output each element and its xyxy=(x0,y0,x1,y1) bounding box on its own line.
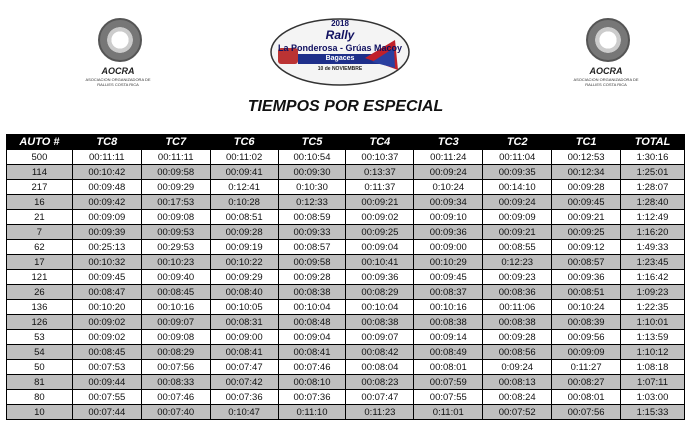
stage-time-cell: 00:09:02 xyxy=(72,330,141,345)
stage-time-cell: 00:07:53 xyxy=(72,360,141,375)
stage-time-cell: 00:08:45 xyxy=(141,285,210,300)
stage-time-cell: 00:09:19 xyxy=(210,240,278,255)
stage-time-cell: 00:09:21 xyxy=(552,210,621,225)
total-time-cell: 1:12:49 xyxy=(621,210,685,225)
car-number-cell: 62 xyxy=(7,240,73,255)
stage-time-cell: 00:07:56 xyxy=(552,405,621,420)
stage-time-cell: 00:08:36 xyxy=(483,285,552,300)
stage-time-cell: 00:09:45 xyxy=(552,195,621,210)
stage-time-cell: 00:09:00 xyxy=(210,330,278,345)
stage-time-cell: 00:07:55 xyxy=(414,390,483,405)
stage-time-cell: 0:12:33 xyxy=(278,195,346,210)
stage-time-cell: 00:09:28 xyxy=(210,225,278,240)
stage-time-cell: 00:08:33 xyxy=(141,375,210,390)
total-time-cell: 1:08:18 xyxy=(621,360,685,375)
rally-badge-logo xyxy=(270,18,410,86)
stage-time-cell: 00:09:07 xyxy=(141,315,210,330)
total-time-cell: 1:23:45 xyxy=(621,255,685,270)
column-header: TC8 xyxy=(72,135,141,150)
stage-time-cell: 00:09:14 xyxy=(414,330,483,345)
table-row xyxy=(7,270,685,285)
stage-time-cell: 00:09:44 xyxy=(72,375,141,390)
stage-time-cell: 00:08:42 xyxy=(346,345,414,360)
stage-time-cell: 00:09:36 xyxy=(552,270,621,285)
table-row xyxy=(7,360,685,375)
stage-time-cell: 00:10:05 xyxy=(210,300,278,315)
total-time-cell: 1:28:40 xyxy=(621,195,685,210)
stage-time-cell: 00:09:58 xyxy=(141,165,210,180)
stage-time-cell: 00:09:21 xyxy=(483,225,552,240)
car-number-cell: 17 xyxy=(7,255,73,270)
column-header: TC6 xyxy=(210,135,278,150)
stage-time-cell: 00:08:55 xyxy=(483,240,552,255)
column-header: TC2 xyxy=(483,135,552,150)
stage-time-cell: 00:08:13 xyxy=(483,375,552,390)
aocra-emblem-icon xyxy=(98,18,142,62)
total-time-cell: 1:13:59 xyxy=(621,330,685,345)
car-number-cell: 50 xyxy=(7,360,73,375)
stage-time-cell: 00:08:01 xyxy=(414,360,483,375)
table-row xyxy=(7,180,685,195)
stage-time-cell: 00:08:10 xyxy=(278,375,346,390)
aocra-brand: AOCRA xyxy=(101,66,135,76)
stage-time-cell: 0:12:23 xyxy=(483,255,552,270)
stage-time-cell: 00:07:36 xyxy=(278,390,346,405)
table-row xyxy=(7,390,685,405)
total-time-cell: 1:16:20 xyxy=(621,225,685,240)
stage-time-cell: 00:10:22 xyxy=(210,255,278,270)
total-time-cell: 1:25:01 xyxy=(621,165,685,180)
rally-subtitle: La Ponderosa - Grúas Macoy xyxy=(277,43,403,53)
stage-time-cell: 00:11:11 xyxy=(141,150,210,165)
aocra-logo-left xyxy=(78,14,158,94)
rally-date: 10 de NOVIEMBRE xyxy=(317,66,363,72)
stage-time-cell: 0:11:27 xyxy=(552,360,621,375)
stage-time-cell: 00:09:48 xyxy=(72,180,141,195)
stage-time-cell: 00:09:00 xyxy=(414,240,483,255)
total-time-cell: 1:09:23 xyxy=(621,285,685,300)
aocra-logo-right xyxy=(566,14,646,94)
stage-time-cell: 00:09:29 xyxy=(141,180,210,195)
stage-time-cell: 00:08:29 xyxy=(346,285,414,300)
stage-time-cell: 00:08:04 xyxy=(346,360,414,375)
car-number-cell: 21 xyxy=(7,210,73,225)
total-time-cell: 1:10:12 xyxy=(621,345,685,360)
rally-name: Rally xyxy=(325,28,355,42)
car-number-cell: 7 xyxy=(7,225,73,240)
stage-time-cell: 00:07:42 xyxy=(210,375,278,390)
stage-time-cell: 00:08:51 xyxy=(210,210,278,225)
table-row xyxy=(7,240,685,255)
column-header: TC3 xyxy=(414,135,483,150)
car-number-cell: 121 xyxy=(7,270,73,285)
table-row xyxy=(7,375,685,390)
stage-time-cell: 0:11:37 xyxy=(346,180,414,195)
car-number-cell: 136 xyxy=(7,300,73,315)
column-header: AUTO # xyxy=(7,135,73,150)
stage-time-cell: 00:11:04 xyxy=(483,150,552,165)
total-time-cell: 1:07:11 xyxy=(621,375,685,390)
stage-time-cell: 00:08:49 xyxy=(414,345,483,360)
stage-time-cell: 00:09:58 xyxy=(278,255,346,270)
stage-time-cell: 0:09:24 xyxy=(483,360,552,375)
stage-time-cell: 00:09:08 xyxy=(141,210,210,225)
stage-time-cell: 00:07:47 xyxy=(346,390,414,405)
stage-time-cell: 00:09:36 xyxy=(414,225,483,240)
stage-time-cell: 00:09:24 xyxy=(414,165,483,180)
car-number-cell: 126 xyxy=(7,315,73,330)
stage-time-cell: 00:08:31 xyxy=(210,315,278,330)
total-time-cell: 1:10:01 xyxy=(621,315,685,330)
stage-time-cell: 00:09:25 xyxy=(346,225,414,240)
stage-time-cell: 00:07:52 xyxy=(483,405,552,420)
table-row xyxy=(7,255,685,270)
stage-time-cell: 00:09:33 xyxy=(278,225,346,240)
stage-time-cell: 00:09:34 xyxy=(414,195,483,210)
stage-time-cell: 00:09:09 xyxy=(483,210,552,225)
stage-time-cell: 00:09:28 xyxy=(552,180,621,195)
stage-time-cell: 00:10:04 xyxy=(346,300,414,315)
total-time-cell: 1:30:16 xyxy=(621,150,685,165)
stage-time-cell: 00:09:08 xyxy=(141,330,210,345)
stage-time-cell: 00:08:01 xyxy=(552,390,621,405)
table-row xyxy=(7,225,685,240)
stage-time-cell: 00:10:41 xyxy=(346,255,414,270)
stage-time-cell: 00:09:25 xyxy=(552,225,621,240)
stage-time-cell: 00:10:16 xyxy=(141,300,210,315)
stage-time-cell: 00:09:21 xyxy=(346,195,414,210)
stage-time-cell: 0:10:24 xyxy=(414,180,483,195)
table-row xyxy=(7,150,685,165)
stage-time-cell: 00:09:45 xyxy=(414,270,483,285)
stage-time-cell: 00:11:06 xyxy=(483,300,552,315)
stage-time-cell: 00:10:20 xyxy=(72,300,141,315)
stage-time-cell: 00:10:23 xyxy=(141,255,210,270)
stage-time-cell: 00:08:47 xyxy=(72,285,141,300)
stage-time-cell: 00:09:39 xyxy=(72,225,141,240)
stage-time-cell: 00:07:47 xyxy=(210,360,278,375)
aocra-emblem-icon xyxy=(586,18,630,62)
stage-time-cell: 00:08:38 xyxy=(483,315,552,330)
stage-time-cell: 00:08:56 xyxy=(483,345,552,360)
stage-time-cell: 00:29:53 xyxy=(141,240,210,255)
stage-time-cell: 00:09:28 xyxy=(278,270,346,285)
car-number-cell: 114 xyxy=(7,165,73,180)
stage-time-cell: 00:09:28 xyxy=(483,330,552,345)
stage-time-cell: 00:09:53 xyxy=(141,225,210,240)
stage-time-cell: 00:09:23 xyxy=(483,270,552,285)
stage-time-cell: 00:11:11 xyxy=(72,150,141,165)
times-table xyxy=(6,134,685,420)
stage-time-cell: 00:08:38 xyxy=(414,315,483,330)
stage-time-cell: 0:13:37 xyxy=(346,165,414,180)
stage-time-cell: 00:07:55 xyxy=(72,390,141,405)
stage-time-cell: 0:10:28 xyxy=(210,195,278,210)
stage-time-cell: 0:10:47 xyxy=(210,405,278,420)
total-time-cell: 1:49:33 xyxy=(621,240,685,255)
stage-time-cell: 0:11:23 xyxy=(346,405,414,420)
rally-year: 2018 xyxy=(331,19,349,28)
table-row xyxy=(7,165,685,180)
stage-time-cell: 0:11:01 xyxy=(414,405,483,420)
total-time-cell: 1:15:33 xyxy=(621,405,685,420)
page-title: TIEMPOS POR ESPECIAL xyxy=(247,98,444,115)
stage-time-cell: 00:09:42 xyxy=(72,195,141,210)
stage-time-cell: 00:07:46 xyxy=(278,360,346,375)
column-header: TC5 xyxy=(278,135,346,150)
total-time-cell: 1:03:00 xyxy=(621,390,685,405)
stage-time-cell: 00:07:56 xyxy=(141,360,210,375)
aocra-caption: ASOCIACION ORGANIZADORA DE RALLIES COSTA RICA xyxy=(573,77,639,87)
stage-time-cell: 00:17:53 xyxy=(141,195,210,210)
stage-time-cell: 00:09:36 xyxy=(346,270,414,285)
stage-time-cell: 00:12:34 xyxy=(552,165,621,180)
car-number-cell: 217 xyxy=(7,180,73,195)
stage-time-cell: 00:08:40 xyxy=(210,285,278,300)
car-number-cell: 80 xyxy=(7,390,73,405)
stage-time-cell: 00:08:38 xyxy=(278,285,346,300)
stage-time-cell: 00:08:37 xyxy=(414,285,483,300)
stage-time-cell: 00:09:09 xyxy=(72,210,141,225)
aocra-brand: AOCRA xyxy=(589,66,623,76)
stage-time-cell: 00:08:59 xyxy=(278,210,346,225)
stage-time-cell: 00:09:04 xyxy=(278,330,346,345)
stage-time-cell: 00:09:12 xyxy=(552,240,621,255)
stage-time-cell: 00:10:42 xyxy=(72,165,141,180)
stage-time-cell: 00:08:23 xyxy=(346,375,414,390)
stage-time-cell: 00:07:46 xyxy=(141,390,210,405)
stage-time-cell: 00:09:04 xyxy=(346,240,414,255)
column-header: TC7 xyxy=(141,135,210,150)
stage-time-cell: 00:09:09 xyxy=(552,345,621,360)
stage-time-cell: 00:08:38 xyxy=(346,315,414,330)
stage-time-cell: 00:09:35 xyxy=(483,165,552,180)
table-row xyxy=(7,315,685,330)
stage-time-cell: 00:09:45 xyxy=(72,270,141,285)
stage-time-cell: 00:09:40 xyxy=(141,270,210,285)
stage-time-cell: 00:10:29 xyxy=(414,255,483,270)
table-header-row xyxy=(7,135,685,150)
stage-time-cell: 00:10:54 xyxy=(278,150,346,165)
stage-time-cell: 00:09:02 xyxy=(72,315,141,330)
table-row xyxy=(7,285,685,300)
table-row xyxy=(7,300,685,315)
stage-time-cell: 00:08:41 xyxy=(278,345,346,360)
stage-time-cell: 00:09:41 xyxy=(210,165,278,180)
stage-time-cell: 00:09:29 xyxy=(210,270,278,285)
stage-time-cell: 0:11:10 xyxy=(278,405,346,420)
car-number-cell: 54 xyxy=(7,345,73,360)
stage-time-cell: 00:11:02 xyxy=(210,150,278,165)
stage-time-cell: 00:10:04 xyxy=(278,300,346,315)
stage-time-cell: 00:09:07 xyxy=(346,330,414,345)
car-number-cell: 500 xyxy=(7,150,73,165)
stage-time-cell: 00:08:45 xyxy=(72,345,141,360)
stage-time-cell: 00:08:57 xyxy=(278,240,346,255)
total-time-cell: 1:22:35 xyxy=(621,300,685,315)
stage-time-cell: 00:08:39 xyxy=(552,315,621,330)
car-number-cell: 10 xyxy=(7,405,73,420)
car-number-cell: 81 xyxy=(7,375,73,390)
table-row xyxy=(7,405,685,420)
table-body xyxy=(7,150,685,420)
total-time-cell: 1:28:07 xyxy=(621,180,685,195)
stage-time-cell: 00:08:51 xyxy=(552,285,621,300)
stage-time-cell: 00:09:10 xyxy=(414,210,483,225)
stage-time-cell: 00:07:59 xyxy=(414,375,483,390)
stage-time-cell: 00:07:44 xyxy=(72,405,141,420)
table-row xyxy=(7,345,685,360)
stage-time-cell: 0:10:30 xyxy=(278,180,346,195)
stage-time-cell: 00:11:24 xyxy=(414,150,483,165)
stage-time-cell: 00:09:56 xyxy=(552,330,621,345)
table-row xyxy=(7,210,685,225)
stage-time-cell: 00:09:24 xyxy=(483,195,552,210)
stage-time-cell: 00:09:02 xyxy=(346,210,414,225)
rally-place: Bagaces xyxy=(325,55,355,62)
stage-time-cell: 00:14:10 xyxy=(483,180,552,195)
table-row xyxy=(7,195,685,210)
car-number-cell: 53 xyxy=(7,330,73,345)
stage-time-cell: 00:09:30 xyxy=(278,165,346,180)
stage-time-cell: 00:08:48 xyxy=(278,315,346,330)
stage-time-cell: 00:08:57 xyxy=(552,255,621,270)
column-header: TC1 xyxy=(552,135,621,150)
column-header: TOTAL xyxy=(621,135,685,150)
aocra-caption: ASOCIACION ORGANIZADORA DE RALLIES COSTA RICA xyxy=(85,77,151,87)
total-time-cell: 1:16:42 xyxy=(621,270,685,285)
stage-time-cell: 0:12:41 xyxy=(210,180,278,195)
stage-time-cell: 00:10:37 xyxy=(346,150,414,165)
stage-time-cell: 00:12:53 xyxy=(552,150,621,165)
column-header: TC4 xyxy=(346,135,414,150)
stage-time-cell: 00:08:41 xyxy=(210,345,278,360)
table-row xyxy=(7,330,685,345)
stage-time-cell: 00:08:29 xyxy=(141,345,210,360)
stage-time-cell: 00:07:36 xyxy=(210,390,278,405)
stage-time-cell: 00:08:24 xyxy=(483,390,552,405)
stage-time-cell: 00:10:24 xyxy=(552,300,621,315)
stage-time-cell: 00:10:32 xyxy=(72,255,141,270)
stage-time-cell: 00:25:13 xyxy=(72,240,141,255)
stage-time-cell: 00:10:16 xyxy=(414,300,483,315)
car-number-cell: 16 xyxy=(7,195,73,210)
stage-time-cell: 00:07:40 xyxy=(141,405,210,420)
car-number-cell: 26 xyxy=(7,285,73,300)
stage-time-cell: 00:08:27 xyxy=(552,375,621,390)
